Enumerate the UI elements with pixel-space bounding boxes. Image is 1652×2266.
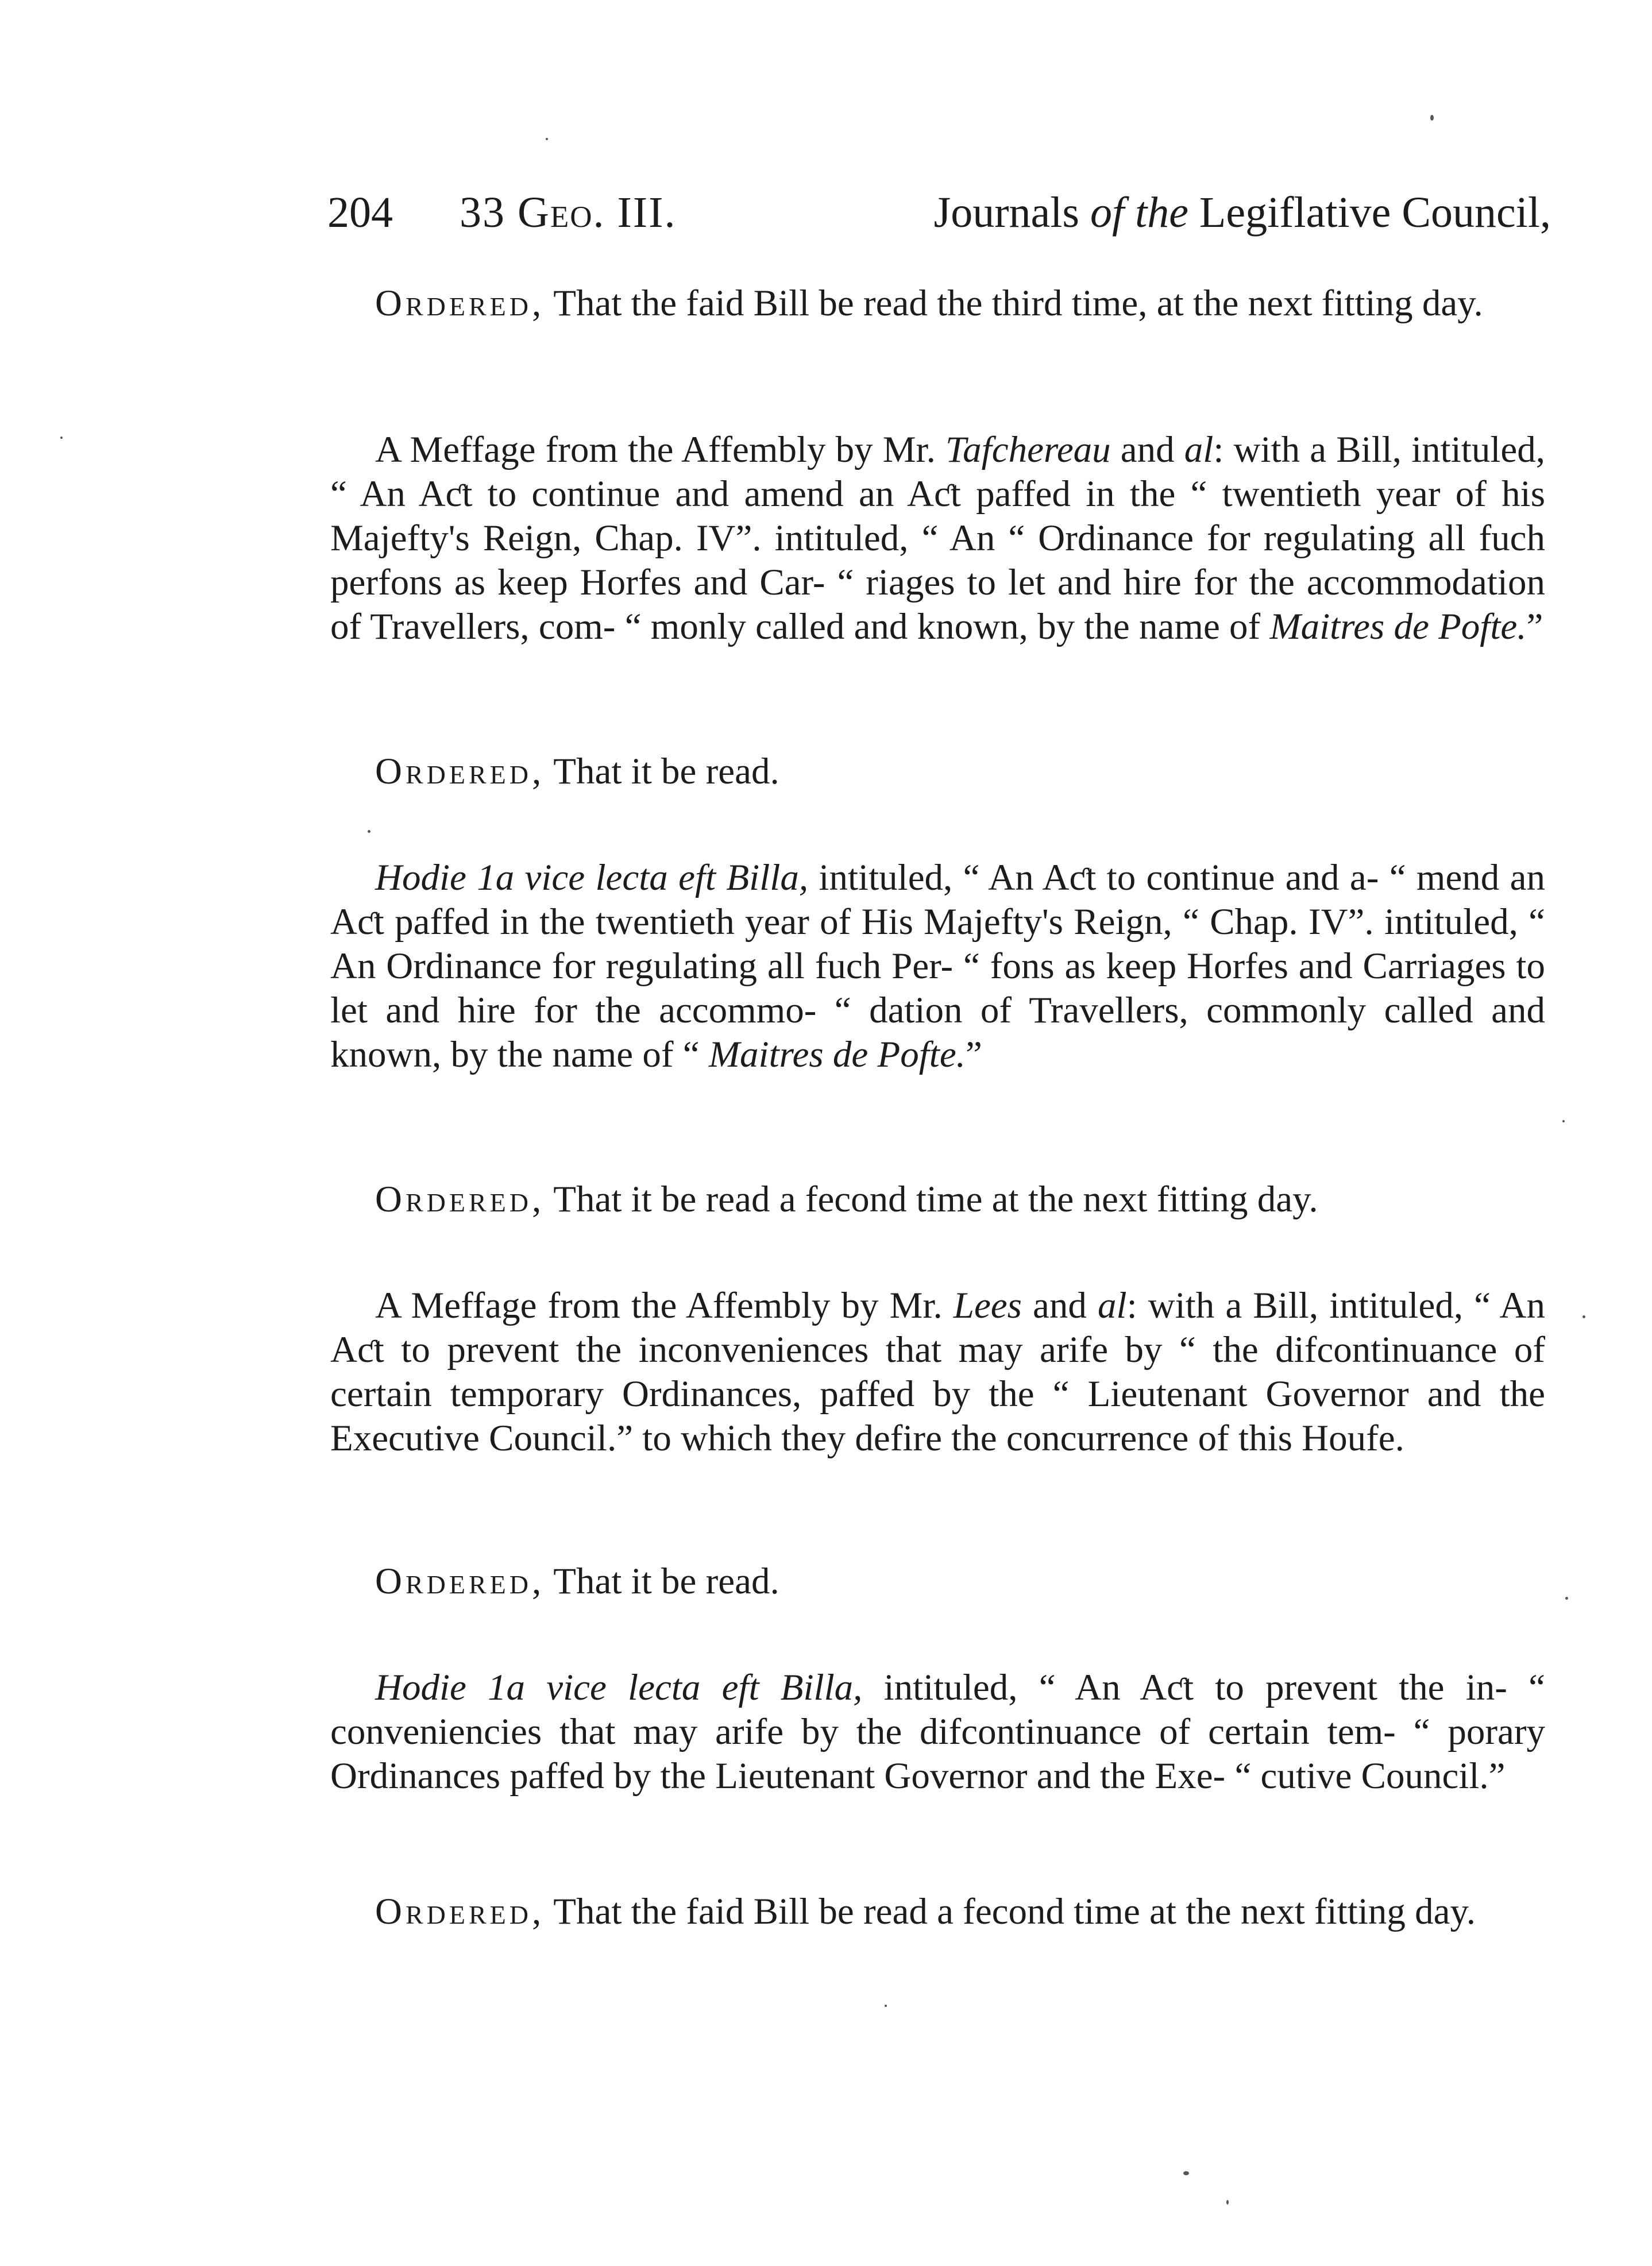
message-entry: A Meffage from the Affembly by Mr. Tafchereau and al: with a Bill, intituled, “ An Aƈt to continue and amend an Aƈt paffed in the “ twentieth year of his Majefty's Reign, Chap. IV”. intituled, “ An “ Ordinance for regulating all fuch perfons as keep Horfes and Car- “ riages to let and hire for the accommodation of Travellers, com- “ monly called and known, by the name of Maitres de Pofte.” [330,429,1546,647]
print-speck [1582,1315,1585,1318]
ordered-keyword: Ordered, [375,1561,545,1602]
page-number: 204 [327,188,393,237]
print-speck [1183,2171,1189,2175]
ordered-keyword: Ordered, [375,1179,545,1220]
running-header [327,178,1551,247]
ordered-entry [330,281,1545,326]
ordered-entry [330,750,1545,794]
ordered-text: That it be read. [545,751,779,792]
member-name: Lees [953,1285,1022,1326]
reading-entry: Hodie 1a vice lecta eft Billa, intituled, “ An Aƈt to continue and a- “ mend an Aƈt paffed in the twentieth year of His Majefty's Reign, “ Chap. IV”. intituled, “ An Ordinance for regulating all fuch Per- “ fons as keep Horfes and Carriages to let and hire for the accommo- “ dation of Travellers, commonly called and known, by the name of “ Maitres de Pofte.” [330,857,1545,1075]
print-speck [1226,2200,1229,2205]
bill-title: Maitres de Pofte. [1269,606,1527,647]
bill-title: Maitres de Pofte. [708,1034,966,1075]
print-speck [60,437,63,439]
print-speck [1430,115,1434,121]
print-speck [1562,1120,1565,1122]
ordered-entry [330,1559,1545,1604]
message-entry: A Meffage from the Affembly by Mr. Lees and al: with a Bill, intituled, “ An Aƈt to prevent the inconveniences that may arife by “ the difcontinuance of certain temporary Ordinances, paffed by the “ Lieutenant Governor and the Executive Council.” to which they defire the concurrence of this Houfe. [330,1285,1545,1459]
journal-title: Journals of the Legiflative Council, [933,188,1551,237]
reading-entry: Hodie 1a vice lecta eft Billa, intituled, “ An Aƈt to prevent the in- “ conveniencies that may arife by the difcontinuance of certain tem- “ porary Ordinances paffed by the Lieutenant Governor and the Exe- “ cutive Council.” [330,1667,1545,1797]
ordered-text: That the faid Bill be read the third time, at the next fitting day. [545,283,1483,324]
print-speck [1565,1597,1568,1600]
print-speck [885,2005,887,2007]
print-speck [546,138,548,140]
ordered-text: That the faid Bill be read a fecond time at the next fitting day. [545,1891,1476,1932]
ordered-text: That it be read. [545,1561,779,1602]
ordered-entry [330,1178,1545,1222]
latin-formula: Hodie 1a vice lecta eft Billa, [375,1667,863,1708]
member-name: Tafchereau [945,429,1111,470]
ordered-text: That it be read a fecond time at the next fitting day. [545,1179,1318,1220]
latin-formula: Hodie 1a vice lecta eft Billa, [375,857,809,898]
ordered-keyword: Ordered, [375,751,545,792]
ordered-entry [330,1890,1545,1934]
ordered-keyword: Ordered, [375,283,545,324]
print-speck [368,830,370,833]
reign-label: 33 Geo. III. [460,188,677,237]
ordered-keyword: Ordered, [375,1891,545,1932]
